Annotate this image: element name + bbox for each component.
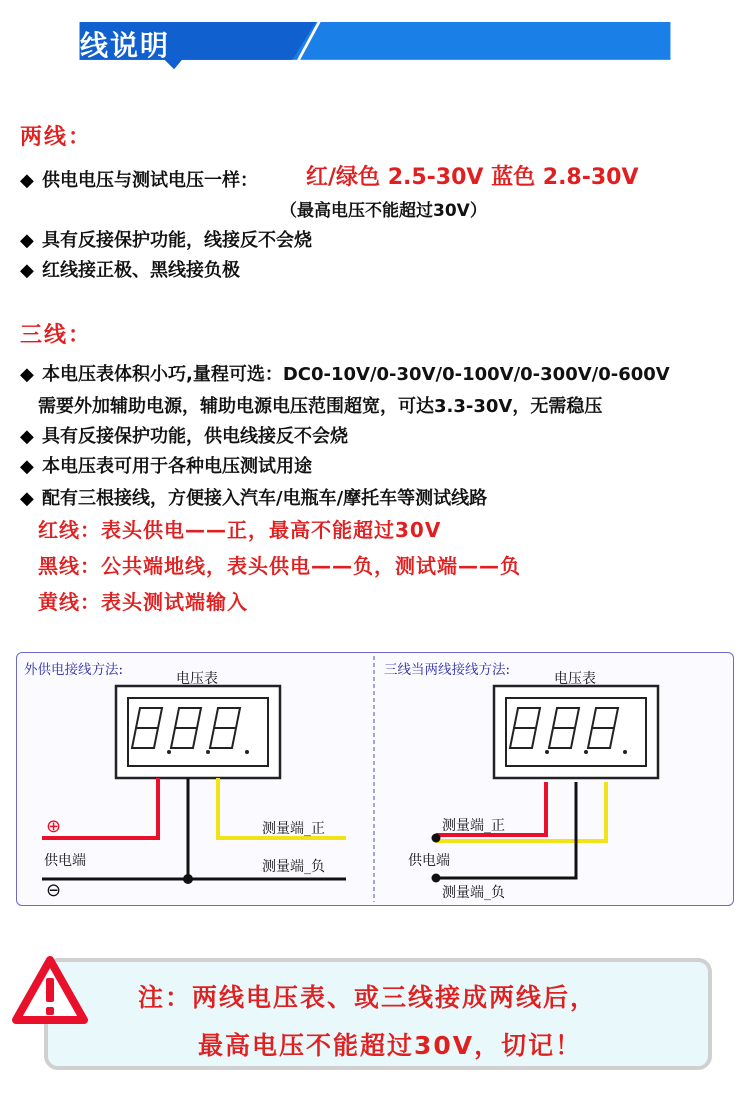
three-wire-title: 三线： bbox=[20, 323, 93, 348]
right-terminal-neg bbox=[432, 874, 441, 883]
plus-icon: ⊕ bbox=[46, 816, 62, 837]
left-meter bbox=[116, 686, 280, 778]
two-wire-title: 两线： bbox=[20, 125, 93, 150]
right-measure-pos: 测量端_正 bbox=[442, 818, 505, 834]
left-diagram-title: 外供电接线方法: bbox=[24, 662, 124, 678]
minus-icon: ⊖ bbox=[46, 880, 62, 901]
three-wire-item: ◆ 配有三根接线，方便接入汽车/电瓶车/摩托车等测试线路 bbox=[20, 488, 488, 509]
warning-line-2: 最高电压不能超过30V，切记！ bbox=[198, 1031, 583, 1060]
two-wire-item: ◆ 供电电压与测试电压一样： bbox=[20, 170, 258, 191]
two-wire-item: ◆ 红线接正极、黑线接负极 bbox=[20, 260, 240, 281]
diamond-bullet-icon: ◆ bbox=[20, 170, 34, 191]
three-wire-item: ◆ 本电压表可用于各种电压测试用途 bbox=[20, 456, 312, 477]
yellow-wire-desc: 黄线：表头测试端输入 bbox=[38, 590, 248, 614]
three-wire-continuation: 需要外加辅助电源，辅助电源电压范围超宽，可达3.3-30V，无需稳压 bbox=[38, 396, 603, 417]
right-meter-label: 电压表 bbox=[554, 671, 596, 687]
red-wire-desc: 红线：表头供电——正，最高不能超过30V bbox=[38, 518, 442, 542]
diamond-bullet-icon: ◆ bbox=[20, 426, 34, 447]
two-wire-voltage-highlight: 红/绿色 2.5-30V 蓝色 2.8-30V bbox=[306, 165, 639, 190]
right-supply-label: 供电端 bbox=[408, 853, 450, 869]
right-diagram-title: 三线当两线接线方法: bbox=[384, 662, 511, 678]
left-junction bbox=[183, 874, 193, 884]
two-wire-item: ◆ 具有反接保护功能，线接反不会烧 bbox=[20, 230, 312, 251]
warning-triangle-icon bbox=[12, 956, 88, 1026]
left-meter-label: 电压表 bbox=[176, 671, 218, 687]
three-wire-item: ◆ 本电压表体积小巧,量程可选：DC0-10V/0-30V/0-100V/0-300V/0-600V bbox=[20, 364, 670, 385]
diamond-bullet-icon: ◆ bbox=[20, 364, 34, 385]
three-wire-item: ◆ 具有反接保护功能，供电线接反不会烧 bbox=[20, 426, 348, 447]
wiring-diagram bbox=[16, 652, 734, 906]
right-terminal-pos bbox=[432, 834, 441, 843]
right-meter bbox=[494, 686, 658, 778]
diamond-bullet-icon: ◆ bbox=[20, 456, 34, 477]
left-supply-label: 供电端 bbox=[44, 853, 86, 869]
diamond-bullet-icon: ◆ bbox=[20, 230, 34, 251]
page-title: 接线说明 bbox=[50, 29, 171, 62]
two-wire-max-note: （最高电压不能超过30V） bbox=[280, 201, 487, 221]
left-measure-pos: 测量端_正 bbox=[262, 821, 325, 837]
diamond-bullet-icon: ◆ bbox=[20, 260, 34, 281]
left-measure-neg: 测量端_负 bbox=[262, 859, 325, 875]
warning-line-1: 注：两线电压表、或三线接成两线后， bbox=[138, 983, 598, 1012]
black-wire-desc: 黑线：公共端地线，表头供电——负，测试端——负 bbox=[38, 554, 521, 578]
diamond-bullet-icon: ◆ bbox=[20, 488, 34, 509]
right-measure-neg: 测量端_负 bbox=[442, 885, 505, 901]
